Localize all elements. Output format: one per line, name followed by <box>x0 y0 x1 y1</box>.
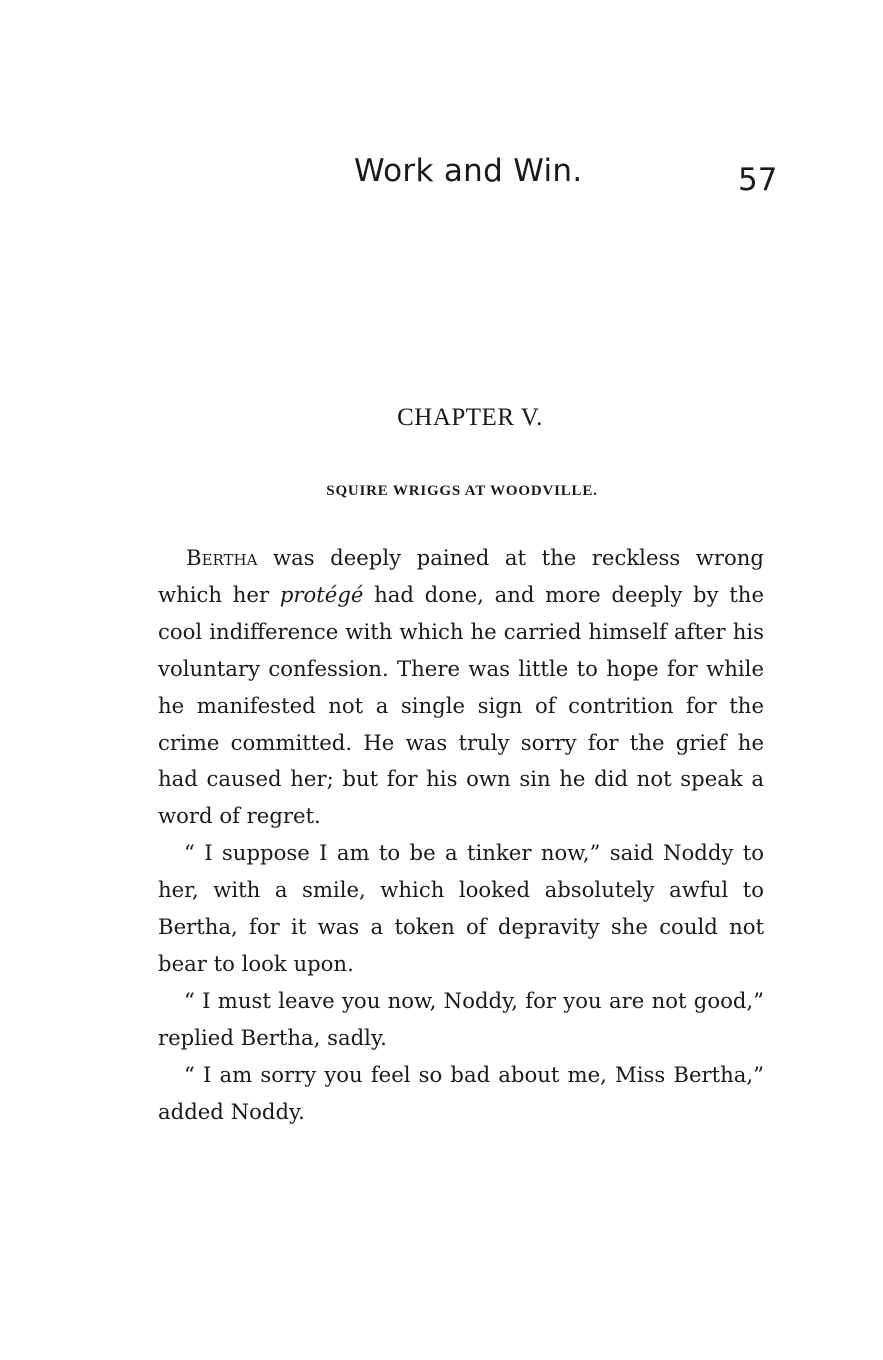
page-number: 57 <box>738 162 778 198</box>
paragraph-1-text-b: had done, and more deeply by the cool indifference with which he carried himself after his voluntary confession. There was little to hope for while he manifested not a single sign of contrition for the crime committed. He was truly sorry for the grief he had caused her; but for his own sin he did not speak a word of regret. <box>158 581 764 829</box>
paragraph-1-text-a: was deeply pained at the reckless wrong which her <box>158 545 764 607</box>
paragraph-1-lead-word: Bertha <box>186 545 258 570</box>
paragraph-4: “ I am sorry you feel so bad about me, Miss Bertha,” added Noddy. <box>158 1061 764 1124</box>
body-text <box>158 540 764 1131</box>
paragraph-1 <box>158 540 764 835</box>
paragraph-3: “ I must leave you now, Noddy, for you are not good,” replied Bertha, sadly. <box>158 987 764 1050</box>
chapter-heading: CHAPTER V. <box>397 404 543 431</box>
paragraph-1-italic-word: protégé <box>279 581 364 607</box>
chapter-subtitle: SQUIRE WRIGGS AT WOODVILLE. <box>326 483 598 499</box>
paragraph-2: “ I suppose I am to be a tinker now,” said Noddy to her, with a smile, which looked absolutely awful to Bertha, for it was a token of depravity she could not bear to look upon. <box>158 840 764 976</box>
running-title: Work and Win. <box>354 153 583 189</box>
